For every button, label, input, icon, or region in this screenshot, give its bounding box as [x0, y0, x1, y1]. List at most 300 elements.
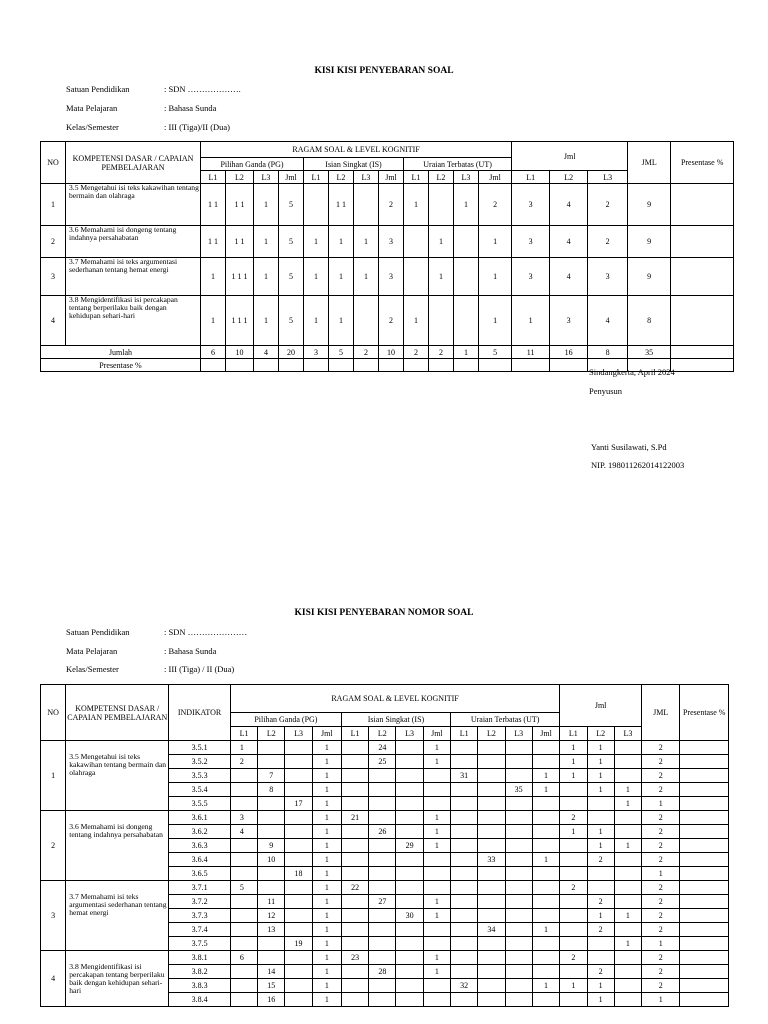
row-presentase	[680, 769, 729, 783]
row-cell	[505, 993, 532, 1007]
row-cell	[478, 839, 505, 853]
row-cell	[478, 937, 505, 951]
row-cell	[429, 184, 454, 226]
row-cell	[258, 741, 285, 755]
row-cell: 1	[354, 226, 379, 258]
row-cell: 1	[312, 811, 341, 825]
row-cell	[369, 867, 396, 881]
jumlah-cell: 11	[512, 346, 550, 359]
subheader-cell: Jml	[479, 171, 512, 184]
row-cell	[587, 867, 614, 881]
group-kompetensi: 3.6 Memahami isi dongeng tentang indahnya persahabatan	[66, 811, 169, 881]
row-cell	[369, 909, 396, 923]
row-cell: 1 1	[329, 184, 354, 226]
row-cell	[560, 937, 587, 951]
table-row	[41, 296, 734, 346]
row-jml: 2	[642, 825, 680, 839]
row-cell: 1	[614, 909, 641, 923]
row-cell	[258, 867, 285, 881]
row-cell	[341, 839, 368, 853]
row-cell: 2	[379, 184, 404, 226]
row-presentase	[671, 226, 734, 258]
row-cell: 5	[279, 296, 304, 346]
row-cell: 1	[201, 258, 226, 296]
row-cell: 1	[423, 755, 450, 769]
row-cell	[341, 895, 368, 909]
row-cell	[285, 853, 312, 867]
row-cell	[285, 811, 312, 825]
row-cell: 29	[396, 839, 423, 853]
doc1-meta-label-2: Mata Pelajaran	[66, 103, 118, 113]
row-cell	[285, 993, 312, 1007]
jumlah-cell: 10	[226, 346, 254, 359]
jumlah-cell: 5	[479, 346, 512, 359]
row-cell	[258, 951, 285, 965]
row-cell: 35	[505, 783, 532, 797]
header-presentase: Presentase %	[680, 685, 729, 741]
row-cell	[285, 769, 312, 783]
row-cell	[451, 741, 478, 755]
row-cell	[478, 993, 505, 1007]
row-cell	[423, 853, 450, 867]
jumlah-cell: 1	[454, 346, 479, 359]
row-no: 3	[41, 258, 66, 296]
row-cell: 1	[312, 923, 341, 937]
row-presentase	[680, 951, 729, 965]
row-jml: 2	[642, 965, 680, 979]
row-cell: 2	[587, 895, 614, 909]
row-cell	[341, 853, 368, 867]
header-jml: JML	[642, 685, 680, 741]
header-indikator: INDIKATOR	[169, 685, 231, 741]
row-cell	[478, 895, 505, 909]
subheader-cell: Jml	[279, 171, 304, 184]
row-cell	[532, 993, 559, 1007]
presentase-cell	[550, 359, 588, 372]
row-cell: 1	[312, 979, 341, 993]
row-cell	[369, 783, 396, 797]
subheader-cell: L3	[285, 727, 312, 741]
row-cell: 1	[254, 258, 279, 296]
row-cell: 1	[532, 853, 559, 867]
row-cell: 1	[312, 741, 341, 755]
row-kompetensi: 3.6 Memahami isi dongeng tentang indahnya persahabatan	[66, 226, 201, 258]
row-jml: 1	[642, 867, 680, 881]
row-cell: 1	[587, 741, 614, 755]
row-jml: 1	[642, 797, 680, 811]
row-cell	[560, 783, 587, 797]
row-cell: 3	[512, 226, 550, 258]
row-cell: 1	[587, 909, 614, 923]
header-ragam: RAGAM SOAL & LEVEL KOGNITIF	[201, 142, 512, 158]
row-cell: 1	[560, 741, 587, 755]
row-cell	[230, 867, 257, 881]
row-cell	[396, 979, 423, 993]
row-cell	[614, 769, 641, 783]
doc2-meta-label-1: Satuan Pendidikan	[66, 627, 130, 637]
row-cell: 1	[312, 867, 341, 881]
row-cell: 1	[423, 895, 450, 909]
row-cell	[396, 797, 423, 811]
row-cell	[423, 797, 450, 811]
row-cell	[614, 965, 641, 979]
row-cell	[614, 867, 641, 881]
row-cell	[614, 923, 641, 937]
header-no: NO	[41, 685, 66, 741]
row-jml: 2	[642, 839, 680, 853]
row-cell	[478, 811, 505, 825]
row-cell: 2	[588, 184, 628, 226]
jumlah-cell: 6	[201, 346, 226, 359]
row-cell	[532, 867, 559, 881]
jumlah-cell: 2	[354, 346, 379, 359]
row-cell	[532, 937, 559, 951]
row-cell	[614, 895, 641, 909]
row-cell: 28	[369, 965, 396, 979]
row-presentase	[680, 825, 729, 839]
row-cell: 1	[201, 296, 226, 346]
presentase-cell	[512, 359, 550, 372]
row-cell	[614, 979, 641, 993]
row-cell	[505, 895, 532, 909]
row-cell	[396, 923, 423, 937]
indikator-cell: 3.6.2	[169, 825, 231, 839]
row-cell: 1	[329, 258, 354, 296]
header-is: Isian Singkat (IS)	[304, 158, 404, 171]
subheader-cell: L1	[201, 171, 226, 184]
indikator-cell: 3.5.3	[169, 769, 231, 783]
row-cell: 1	[404, 184, 429, 226]
row-cell: 1	[312, 769, 341, 783]
row-cell: 3	[379, 258, 404, 296]
row-cell: 1	[479, 226, 512, 258]
row-cell	[341, 825, 368, 839]
row-presentase	[671, 258, 734, 296]
row-presentase	[671, 184, 734, 226]
row-cell	[396, 853, 423, 867]
row-jml: 2	[642, 909, 680, 923]
subheader-cell: L1	[560, 727, 587, 741]
row-cell: 2	[587, 923, 614, 937]
row-jml: 2	[642, 923, 680, 937]
header-pg: Pilihan Ganda (PG)	[230, 713, 341, 727]
presentase-cell	[201, 359, 226, 372]
row-cell	[341, 993, 368, 1007]
row-cell: 1 1	[226, 226, 254, 258]
row-cell: 1	[423, 909, 450, 923]
row-cell: 5	[279, 258, 304, 296]
row-cell	[396, 895, 423, 909]
row-cell	[369, 853, 396, 867]
row-jml: 2	[642, 769, 680, 783]
subheader-cell: Jml	[379, 171, 404, 184]
row-cell	[423, 937, 450, 951]
row-cell	[285, 839, 312, 853]
row-cell: 31	[451, 769, 478, 783]
row-cell	[369, 937, 396, 951]
row-cell	[369, 797, 396, 811]
row-jml: 2	[642, 895, 680, 909]
indikator-cell: 3.8.2	[169, 965, 231, 979]
row-cell: 1	[230, 741, 257, 755]
jumlah-cell: 5	[329, 346, 354, 359]
row-cell	[478, 769, 505, 783]
row-cell	[532, 825, 559, 839]
row-cell	[285, 741, 312, 755]
row-jml: 2	[642, 853, 680, 867]
row-cell	[478, 741, 505, 755]
jumlah-cell: 16	[550, 346, 588, 359]
row-cell: 1	[532, 923, 559, 937]
row-cell	[341, 923, 368, 937]
row-cell	[451, 965, 478, 979]
row-cell	[451, 867, 478, 881]
row-cell	[396, 825, 423, 839]
row-cell	[532, 741, 559, 755]
row-presentase	[680, 783, 729, 797]
row-cell	[230, 993, 257, 1007]
row-cell: 27	[369, 895, 396, 909]
row-cell: 15	[258, 979, 285, 993]
row-cell	[614, 881, 641, 895]
row-cell	[423, 923, 450, 937]
row-presentase	[671, 296, 734, 346]
row-cell	[560, 909, 587, 923]
row-cell: 1	[423, 951, 450, 965]
row-cell	[532, 797, 559, 811]
jumlah-cell: 8	[588, 346, 628, 359]
subheader-cell: Jml	[423, 727, 450, 741]
presentase-label: Presentase %	[41, 359, 201, 372]
row-cell	[560, 993, 587, 1007]
signature-place-date: Sindangkerta, April 2024	[589, 367, 675, 377]
row-cell: 1	[254, 184, 279, 226]
row-cell	[478, 951, 505, 965]
row-cell	[341, 755, 368, 769]
row-cell	[423, 783, 450, 797]
row-cell: 30	[396, 909, 423, 923]
row-kompetensi: 3.7 Memahami isi teks argumentasi sederhanan tentang hemat energi	[66, 258, 201, 296]
header-jml-group: Jml	[512, 142, 628, 171]
row-cell: 4	[550, 184, 588, 226]
doc1-meta-value-1: : SDN ……………….	[164, 84, 241, 94]
subheader-cell: Jml	[532, 727, 559, 741]
indikator-cell: 3.7.4	[169, 923, 231, 937]
row-cell	[532, 881, 559, 895]
row-presentase	[680, 937, 729, 951]
row-cell: 22	[341, 881, 368, 895]
row-cell	[614, 755, 641, 769]
row-cell	[285, 825, 312, 839]
indikator-cell: 3.5.2	[169, 755, 231, 769]
indikator-cell: 3.6.5	[169, 867, 231, 881]
group-no: 4	[41, 951, 66, 1007]
jumlah-jml: 35	[628, 346, 671, 359]
subheader-cell: L3	[588, 171, 628, 184]
presentase-cell	[404, 359, 429, 372]
row-cell	[560, 895, 587, 909]
row-cell	[560, 923, 587, 937]
group-no: 3	[41, 881, 66, 951]
row-cell: 6	[230, 951, 257, 965]
row-cell	[454, 226, 479, 258]
row-cell: 1	[560, 755, 587, 769]
row-cell: 2	[587, 965, 614, 979]
row-cell: 1	[587, 979, 614, 993]
row-cell	[396, 881, 423, 895]
row-cell	[369, 979, 396, 993]
row-cell	[285, 895, 312, 909]
row-jml: 2	[642, 783, 680, 797]
signature-nip: NIP. 198011262014122003	[591, 460, 685, 470]
row-cell	[285, 755, 312, 769]
row-cell: 2	[560, 951, 587, 965]
row-cell	[451, 951, 478, 965]
row-cell	[230, 839, 257, 853]
presentase-cell	[226, 359, 254, 372]
row-cell: 1	[429, 226, 454, 258]
subheader-cell: L2	[369, 727, 396, 741]
row-cell	[532, 909, 559, 923]
subheader-cell: L3	[505, 727, 532, 741]
row-cell: 1	[614, 797, 641, 811]
row-cell: 1	[423, 741, 450, 755]
row-no: 4	[41, 296, 66, 346]
row-cell: 2	[588, 226, 628, 258]
row-cell	[505, 797, 532, 811]
row-cell	[285, 923, 312, 937]
row-cell	[369, 839, 396, 853]
row-cell	[478, 881, 505, 895]
row-cell	[560, 867, 587, 881]
row-cell	[614, 853, 641, 867]
group-kompetensi: 3.5 Mengetahui isi teks kakawihan tentang bermain dan olahraga	[66, 741, 169, 811]
row-cell	[369, 923, 396, 937]
row-cell: 1	[423, 839, 450, 853]
row-cell	[587, 797, 614, 811]
row-cell	[404, 226, 429, 258]
indikator-cell: 3.7.1	[169, 881, 231, 895]
doc2-title: KISI KISI PENYEBARAN NOMOR SOAL	[294, 608, 474, 618]
row-cell: 24	[369, 741, 396, 755]
row-cell	[505, 811, 532, 825]
row-cell	[451, 881, 478, 895]
row-cell: 3	[512, 258, 550, 296]
group-no: 1	[41, 741, 66, 811]
group-no: 2	[41, 811, 66, 881]
row-cell	[341, 797, 368, 811]
subheader-cell: L3	[614, 727, 641, 741]
row-cell: 1	[312, 993, 341, 1007]
row-cell	[341, 783, 368, 797]
table-row	[41, 811, 729, 825]
jumlah-cell: 2	[404, 346, 429, 359]
row-cell	[230, 909, 257, 923]
subheader-cell: L2	[587, 727, 614, 741]
row-cell	[423, 769, 450, 783]
indikator-cell: 3.5.5	[169, 797, 231, 811]
row-cell	[505, 853, 532, 867]
indikator-cell: 3.7.3	[169, 909, 231, 923]
subheader-cell: L1	[304, 171, 329, 184]
row-cell	[532, 839, 559, 853]
row-cell	[341, 937, 368, 951]
doc1-meta-value-2: : Bahasa Sunda	[164, 103, 217, 113]
row-presentase	[680, 881, 729, 895]
row-cell	[369, 811, 396, 825]
row-jml: 9	[628, 258, 671, 296]
row-cell	[285, 909, 312, 923]
row-cell: 1	[587, 825, 614, 839]
row-cell: 1	[354, 258, 379, 296]
row-cell: 1 1	[201, 226, 226, 258]
row-cell: 1	[423, 825, 450, 839]
presentase-cell	[479, 359, 512, 372]
row-cell	[423, 993, 450, 1007]
row-cell	[505, 923, 532, 937]
row-cell	[505, 951, 532, 965]
row-presentase	[680, 867, 729, 881]
subheader-cell: L3	[354, 171, 379, 184]
row-cell: 1	[532, 783, 559, 797]
row-presentase	[680, 993, 729, 1007]
row-cell	[423, 881, 450, 895]
row-presentase	[680, 797, 729, 811]
presentase-cell	[354, 359, 379, 372]
row-cell: 1	[614, 783, 641, 797]
row-cell: 1	[329, 296, 354, 346]
row-cell	[304, 184, 329, 226]
row-cell: 1 1 1	[226, 258, 254, 296]
row-cell	[587, 951, 614, 965]
row-cell	[560, 853, 587, 867]
presentase-cell	[379, 359, 404, 372]
row-cell: 4	[230, 825, 257, 839]
signature-role: Penyusun	[589, 386, 623, 396]
doc1-meta-value-3: : III (Tiga)/II (Dua)	[164, 122, 231, 132]
row-cell: 23	[341, 951, 368, 965]
row-cell: 10	[258, 853, 285, 867]
row-cell: 1	[532, 769, 559, 783]
row-cell	[258, 937, 285, 951]
row-jml: 2	[642, 951, 680, 965]
indikator-cell: 3.6.4	[169, 853, 231, 867]
row-cell	[285, 951, 312, 965]
jumlah-cell: 4	[254, 346, 279, 359]
row-cell	[478, 825, 505, 839]
row-kompetensi: 3.5 Mengetahui isi teks kakawihan tentang bermain dan olahraga	[66, 184, 201, 226]
row-cell: 1	[587, 755, 614, 769]
row-cell: 5	[230, 881, 257, 895]
table-row	[41, 881, 729, 895]
row-cell	[230, 769, 257, 783]
doc2-meta-value-3: : III (Tiga) / II (Dua)	[164, 664, 235, 674]
table-row	[41, 184, 734, 226]
indikator-cell: 3.7.2	[169, 895, 231, 909]
table-row	[41, 951, 729, 965]
subheader-cell: Jml	[312, 727, 341, 741]
header-no: NO	[41, 142, 66, 184]
presentase-cell	[671, 359, 734, 372]
row-cell	[478, 965, 505, 979]
row-cell	[258, 811, 285, 825]
row-presentase	[680, 811, 729, 825]
row-no: 2	[41, 226, 66, 258]
row-cell	[451, 811, 478, 825]
row-cell	[587, 811, 614, 825]
row-cell	[230, 797, 257, 811]
row-cell	[369, 881, 396, 895]
